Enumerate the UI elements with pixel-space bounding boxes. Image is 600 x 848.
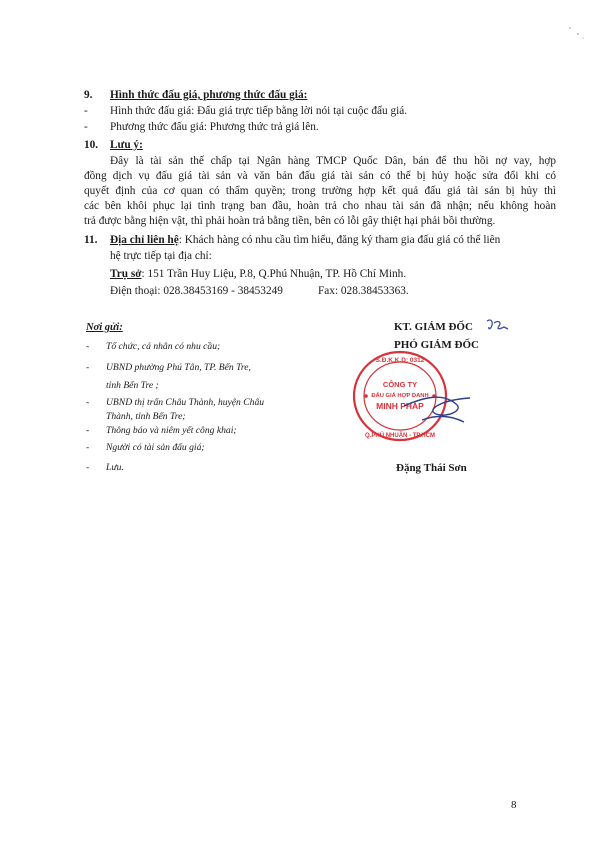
scan-specks — [566, 22, 586, 42]
section-title: Lưu ý: — [110, 139, 143, 151]
office-address: Trụ sở: 151 Trần Huy Liệu, P.8, Q.Phú Nhuận, TP. Hồ Chí Minh. — [110, 268, 407, 280]
section-number: 10. — [84, 139, 99, 151]
signature-title: KT. GIÁM ĐỐC — [394, 321, 473, 333]
svg-text:CÔNG TY: CÔNG TY — [382, 380, 418, 389]
paragraph-line: quyết định của cơ quan có thẩm quyền; trong trường hợp kết quả đấu giá tài sản bị hủy thì — [84, 185, 556, 197]
company-seal — [352, 348, 476, 448]
section-number: 9. — [84, 89, 93, 101]
phone-number: Điện thoại: 028.38453169 - 38453249 — [110, 285, 283, 297]
section-title: Địa chỉ liên hệ — [110, 234, 179, 246]
signature-subtitle: PHÓ GIÁM ĐỐC — [394, 339, 479, 351]
section-9-heading — [84, 87, 554, 103]
svg-text:Q.PHÚ NHUẬN - TP.HCM: Q.PHÚ NHUẬN - TP.HCM — [365, 433, 435, 439]
paragraph-line: Đây là tài sản thế chấp tại Ngân hàng TMCP Quốc Dân, bán để thu hồi nợ vay, hợp — [110, 155, 556, 167]
section-10-heading — [84, 137, 554, 153]
recipients-title: Nơi gửi: — [86, 322, 123, 333]
svg-text:ĐẤU GIÁ HỢP DANH: ĐẤU GIÁ HỢP DANH — [371, 393, 429, 399]
page-number: 8 — [511, 799, 517, 811]
signer-name: Đặng Thái Sơn — [396, 462, 467, 474]
paragraph-line: các bên khôi phục lại tình trạng ban đầu, hoàn trả cho nhau tài sản đã nhận; nếu không hoàn — [84, 200, 556, 212]
recipient-item: - Thông báo và niêm yết công khai; — [86, 425, 237, 436]
contact-text: hệ trực tiếp tại địa chỉ: — [110, 250, 212, 262]
recipient-item: - Lưu. — [86, 462, 124, 473]
section-number: 11. — [84, 234, 98, 246]
section-11-heading: 11. Địa chỉ liên hệ: Khách hàng có nhu cầu tìm hiểu, đăng ký tham gia đấu giá có thể liên — [84, 234, 501, 246]
paragraph-line: trả được bằng hiện vật, thì phải hoàn trả bằng tiền, bên có lỗi gây thiệt hại phải bồi thường. — [84, 215, 496, 227]
list-item: - Phương thức đấu giá: Phương thức trả giá lên. — [84, 121, 319, 133]
section-title: Hình thức đấu giá, phương thức đấu giá: — [110, 89, 308, 101]
svg-text:S.Đ.K.K.D: 0312: S.Đ.K.K.D: 0312 — [375, 357, 425, 364]
list-item: - Hình thức đấu giá: Đấu giá trực tiếp bằng lời nói tại cuộc đấu giá. — [84, 105, 408, 117]
recipient-item: - UBND phường Phú Tân, TP. Bến Tre, tỉnh Bến Tre ; — [86, 362, 251, 391]
office-label: Trụ sở — [110, 268, 142, 280]
fax-number: Fax: 028.38453363. — [318, 285, 409, 297]
initial-mark — [484, 317, 514, 333]
recipient-item: - Tổ chức, cá nhân có nhu cầu; — [86, 341, 221, 352]
paragraph-line: đồng dịch vụ đấu giá tài sản và văn bản đấu giá tài sản có thể bị hủy hoặc sửa đổi khi có — [84, 170, 556, 182]
recipient-item: - Người có tài sản đấu giá; — [86, 442, 205, 453]
svg-text:MINH PHÁP: MINH PHÁP — [376, 401, 424, 411]
recipient-item: - UBND thị trấn Châu Thành, huyện Châu Thành, tỉnh Bến Tre; — [86, 397, 265, 422]
